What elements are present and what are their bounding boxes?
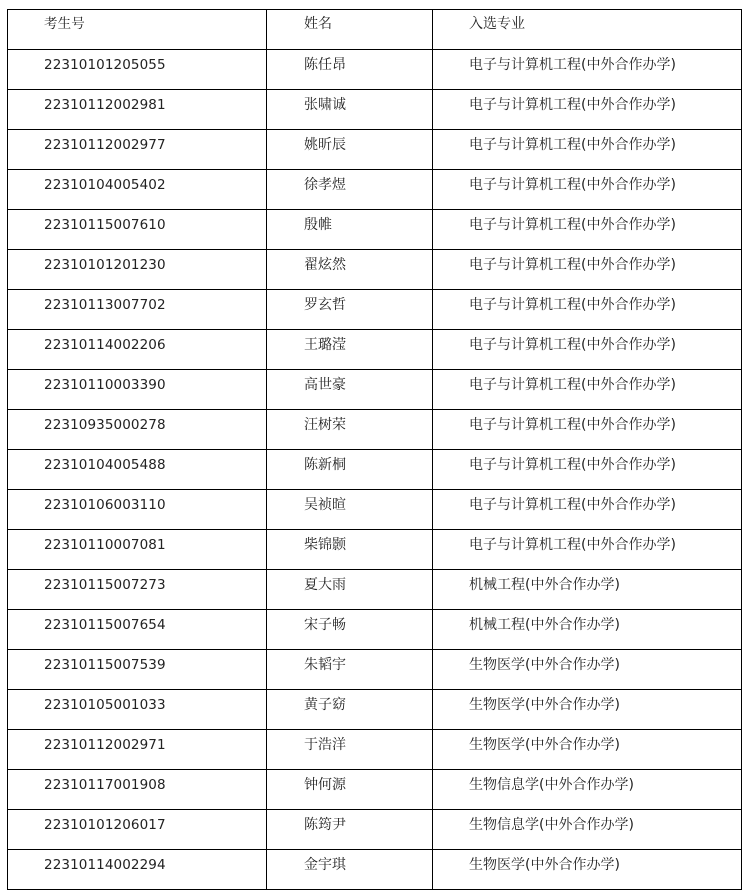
- cell-exam-number-text: 22310112002977: [44, 137, 166, 153]
- table-row: [8, 610, 742, 650]
- cell-name: [267, 690, 433, 730]
- cell-name-text: 钟何源: [304, 777, 346, 793]
- cell-exam-number-text: 22310112002981: [44, 97, 166, 113]
- cell-name-text: 张啸诚: [304, 97, 346, 113]
- cell-major-text: 电子与计算机工程(中外合作办学): [469, 337, 676, 353]
- cell-exam-number: [8, 810, 267, 850]
- cell-name-text: 徐孝煜: [304, 177, 346, 193]
- cell-name-text: 夏大雨: [304, 577, 346, 593]
- cell-name: [267, 210, 433, 250]
- cell-name-text: 朱韬宇: [304, 657, 346, 673]
- cell-exam-number-text: 22310110003390: [44, 377, 166, 393]
- cell-major: [433, 690, 742, 730]
- table-row: [8, 410, 742, 450]
- cell-major: [433, 650, 742, 690]
- header-cell-major: [433, 10, 742, 50]
- cell-major-text: 电子与计算机工程(中外合作办学): [469, 497, 676, 513]
- cell-exam-number-text: 22310105001033: [44, 697, 166, 713]
- cell-major-text: 电子与计算机工程(中外合作办学): [469, 137, 676, 153]
- table-row: [8, 770, 742, 810]
- cell-major: [433, 250, 742, 290]
- cell-name-text: 高世豪: [304, 377, 346, 393]
- cell-major: [433, 850, 742, 890]
- cell-name-text: 宋子畅: [304, 617, 346, 633]
- table-row: [8, 250, 742, 290]
- cell-name-text: 金宇琪: [304, 857, 346, 873]
- admission-table-container: [7, 9, 741, 890]
- header-cell-exam-number: [8, 10, 267, 50]
- cell-major: [433, 570, 742, 610]
- cell-name: [267, 490, 433, 530]
- cell-major-text: 电子与计算机工程(中外合作办学): [469, 97, 676, 113]
- cell-major: [433, 730, 742, 770]
- cell-major-text: 机械工程(中外合作办学): [469, 577, 620, 593]
- table-row: [8, 730, 742, 770]
- cell-major-text: 机械工程(中外合作办学): [469, 617, 620, 633]
- cell-major: [433, 410, 742, 450]
- cell-name: [267, 50, 433, 90]
- cell-exam-number: [8, 410, 267, 450]
- table-row: [8, 130, 742, 170]
- cell-name: [267, 250, 433, 290]
- cell-exam-number: [8, 130, 267, 170]
- header-label: 姓名: [304, 16, 332, 32]
- cell-exam-number: [8, 490, 267, 530]
- cell-major: [433, 530, 742, 570]
- cell-major: [433, 770, 742, 810]
- table-row: [8, 850, 742, 890]
- cell-exam-number-text: 22310117001908: [44, 777, 166, 793]
- cell-name: [267, 370, 433, 410]
- cell-name-text: 王璐滢: [304, 337, 346, 353]
- cell-exam-number: [8, 570, 267, 610]
- header-label: 入选专业: [469, 16, 525, 32]
- cell-major-text: 电子与计算机工程(中外合作办学): [469, 217, 676, 233]
- cell-name: [267, 290, 433, 330]
- cell-major: [433, 130, 742, 170]
- cell-exam-number-text: 22310101205055: [44, 57, 166, 73]
- cell-major: [433, 170, 742, 210]
- admission-table: [7, 9, 742, 890]
- cell-name: [267, 530, 433, 570]
- cell-major-text: 生物信息学(中外合作办学): [469, 817, 634, 833]
- cell-major: [433, 370, 742, 410]
- table-row: [8, 210, 742, 250]
- cell-exam-number: [8, 50, 267, 90]
- cell-exam-number: [8, 730, 267, 770]
- cell-name-text: 汪树荣: [304, 417, 346, 433]
- cell-name: [267, 610, 433, 650]
- cell-name-text: 陈新桐: [304, 457, 346, 473]
- cell-exam-number-text: 22310101201230: [44, 257, 166, 273]
- cell-major-text: 电子与计算机工程(中外合作办学): [469, 377, 676, 393]
- cell-major: [433, 810, 742, 850]
- table-row: [8, 490, 742, 530]
- header-cell-name: [267, 10, 433, 50]
- cell-name: [267, 650, 433, 690]
- cell-name-text: 吴祯暄: [304, 497, 346, 513]
- table-row: [8, 530, 742, 570]
- cell-exam-number: [8, 450, 267, 490]
- cell-name: [267, 170, 433, 210]
- cell-name: [267, 410, 433, 450]
- cell-name-text: 于浩洋: [304, 737, 346, 753]
- cell-major-text: 生物信息学(中外合作办学): [469, 777, 634, 793]
- cell-exam-number: [8, 210, 267, 250]
- cell-name: [267, 850, 433, 890]
- cell-exam-number-text: 22310115007610: [44, 217, 166, 233]
- cell-exam-number-text: 22310101206017: [44, 817, 166, 833]
- cell-exam-number: [8, 330, 267, 370]
- cell-exam-number-text: 22310104005402: [44, 177, 166, 193]
- cell-exam-number-text: 22310113007702: [44, 297, 166, 313]
- cell-exam-number-text: 22310104005488: [44, 457, 166, 473]
- cell-major-text: 生物医学(中外合作办学): [469, 657, 620, 673]
- cell-major-text: 电子与计算机工程(中外合作办学): [469, 417, 676, 433]
- cell-name: [267, 770, 433, 810]
- cell-name-text: 殷帷: [304, 217, 332, 233]
- cell-major-text: 电子与计算机工程(中外合作办学): [469, 57, 676, 73]
- cell-exam-number: [8, 530, 267, 570]
- cell-exam-number-text: 22310114002294: [44, 857, 166, 873]
- cell-major: [433, 210, 742, 250]
- cell-major-text: 电子与计算机工程(中外合作办学): [469, 537, 676, 553]
- cell-major-text: 电子与计算机工程(中外合作办学): [469, 257, 676, 273]
- cell-exam-number-text: 22310115007273: [44, 577, 166, 593]
- cell-name-text: 陈任昂: [304, 57, 346, 73]
- cell-name-text: 姚昕辰: [304, 137, 346, 153]
- cell-exam-number: [8, 850, 267, 890]
- table-row: [8, 290, 742, 330]
- cell-name: [267, 810, 433, 850]
- cell-exam-number-text: 22310110007081: [44, 537, 166, 553]
- cell-major: [433, 50, 742, 90]
- table-row: [8, 370, 742, 410]
- cell-exam-number-text: 22310115007654: [44, 617, 166, 633]
- table-row: [8, 650, 742, 690]
- cell-name: [267, 130, 433, 170]
- cell-exam-number-text: 22310106003110: [44, 497, 166, 513]
- cell-name: [267, 570, 433, 610]
- cell-name: [267, 90, 433, 130]
- cell-major: [433, 610, 742, 650]
- cell-name: [267, 330, 433, 370]
- table-row: [8, 810, 742, 850]
- cell-major-text: 生物医学(中外合作办学): [469, 857, 620, 873]
- table-row: [8, 570, 742, 610]
- cell-exam-number: [8, 370, 267, 410]
- table-row: [8, 450, 742, 490]
- cell-exam-number-text: 22310935000278: [44, 417, 166, 433]
- cell-exam-number: [8, 290, 267, 330]
- cell-name-text: 黄子窈: [304, 697, 346, 713]
- cell-major-text: 电子与计算机工程(中外合作办学): [469, 297, 676, 313]
- cell-major-text: 电子与计算机工程(中外合作办学): [469, 177, 676, 193]
- table-row: [8, 330, 742, 370]
- cell-major: [433, 490, 742, 530]
- cell-name-text: 柴锦颢: [304, 537, 346, 553]
- cell-exam-number: [8, 650, 267, 690]
- table-row: [8, 50, 742, 90]
- cell-major-text: 电子与计算机工程(中外合作办学): [469, 457, 676, 473]
- cell-exam-number: [8, 90, 267, 130]
- cell-major: [433, 450, 742, 490]
- cell-exam-number: [8, 690, 267, 730]
- cell-major: [433, 90, 742, 130]
- table-row: [8, 90, 742, 130]
- cell-major-text: 生物医学(中外合作办学): [469, 737, 620, 753]
- cell-major: [433, 290, 742, 330]
- cell-exam-number: [8, 770, 267, 810]
- cell-exam-number-text: 22310112002971: [44, 737, 166, 753]
- table-row: [8, 690, 742, 730]
- table-row: [8, 170, 742, 210]
- cell-exam-number: [8, 610, 267, 650]
- cell-major: [433, 330, 742, 370]
- cell-exam-number-text: 22310114002206: [44, 337, 166, 353]
- table-header-row: [8, 10, 742, 50]
- cell-name: [267, 730, 433, 770]
- header-label: 考生号: [44, 16, 85, 32]
- cell-major-text: 生物医学(中外合作办学): [469, 697, 620, 713]
- cell-exam-number-text: 22310115007539: [44, 657, 166, 673]
- cell-name-text: 陈筠尹: [304, 817, 346, 833]
- table-body: [8, 10, 742, 890]
- cell-exam-number: [8, 250, 267, 290]
- cell-name-text: 罗玄哲: [304, 297, 346, 313]
- cell-name: [267, 450, 433, 490]
- cell-name-text: 翟炫然: [304, 257, 346, 273]
- cell-exam-number: [8, 170, 267, 210]
